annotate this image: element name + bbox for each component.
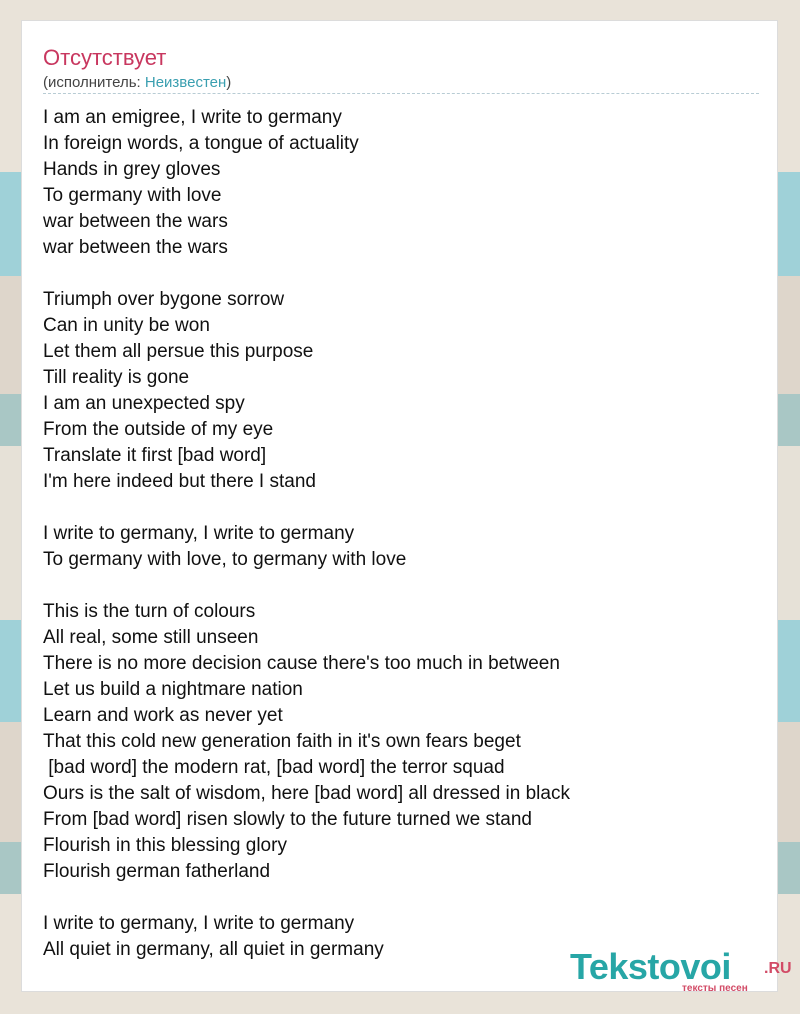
logo-tagline: тексты песен <box>682 983 748 994</box>
lyric-line: I write to germany, I write to germany <box>43 913 355 934</box>
lyric-line: That this cold new generation faith in it's own fears beget <box>43 731 521 752</box>
lyrics-text <box>43 105 759 963</box>
lyric-line: Let them all persue this purpose <box>43 341 314 362</box>
lyric-line: Flourish german fatherland <box>43 861 271 882</box>
artist-line <box>43 74 231 91</box>
lyric-line: Let us build a nightmare nation <box>43 679 303 700</box>
lyric-line: Flourish in this blessing glory <box>43 835 287 856</box>
lyric-line: war between the wars <box>43 237 228 258</box>
artist-link[interactable]: Неизвестен <box>144 74 227 91</box>
lyric-line: Can in unity be won <box>43 315 210 336</box>
lyric-line: Triumph over bygone sorrow <box>43 289 285 310</box>
lyric-line: All real, some still unseen <box>43 627 259 648</box>
lyric-line: In foreign words, a tongue of actuality <box>43 133 359 154</box>
lyric-line: Learn and work as never yet <box>43 705 283 726</box>
title-divider <box>43 93 759 94</box>
lyric-line: There is no more decision cause there's too much in between <box>43 653 560 674</box>
stanza-break <box>43 261 759 287</box>
lyric-line: war between the wars <box>43 211 228 232</box>
lyric-line: Till reality is gone <box>43 367 190 388</box>
lyric-line: I'm here indeed but there I stand <box>43 471 316 492</box>
lyric-line: To germany with love <box>43 185 222 206</box>
lyric-line: [bad word] the modern rat, [bad word] the terror squad <box>43 757 505 778</box>
artist-suffix: ) <box>226 74 232 91</box>
lyric-line: I write to germany, I write to germany <box>43 523 355 544</box>
lyric-line: All quiet in germany, all quiet in germany <box>43 939 384 960</box>
stanza-break <box>43 495 759 521</box>
lyric-line: I am an emigree, I write to germany <box>43 107 342 128</box>
lyrics-card <box>21 20 792 994</box>
artist-prefix: (исполнитель: <box>43 74 145 91</box>
lyric-line: Translate it first [bad word] <box>43 445 267 466</box>
song-title: Отсутствует <box>43 45 167 70</box>
site-logo[interactable] <box>570 947 800 997</box>
lyric-line: Ours is the salt of wisdom, here [bad word] all dressed in black <box>43 783 570 804</box>
lyric-line: I am an unexpected spy <box>43 393 245 414</box>
lyric-line: Hands in grey gloves <box>43 159 221 180</box>
lyric-line: From [bad word] risen slowly to the future turned we stand <box>43 809 532 830</box>
lyric-line: To germany with love, to germany with love <box>43 549 407 570</box>
stanza-break <box>43 573 759 599</box>
lyric-line: From the outside of my eye <box>43 419 274 440</box>
lyric-line: This is the turn of colours <box>43 601 256 622</box>
logo-wordmark: Tekstovoi <box>570 946 731 987</box>
logo-tld: .RU <box>764 960 792 977</box>
stanza-break <box>43 885 759 911</box>
